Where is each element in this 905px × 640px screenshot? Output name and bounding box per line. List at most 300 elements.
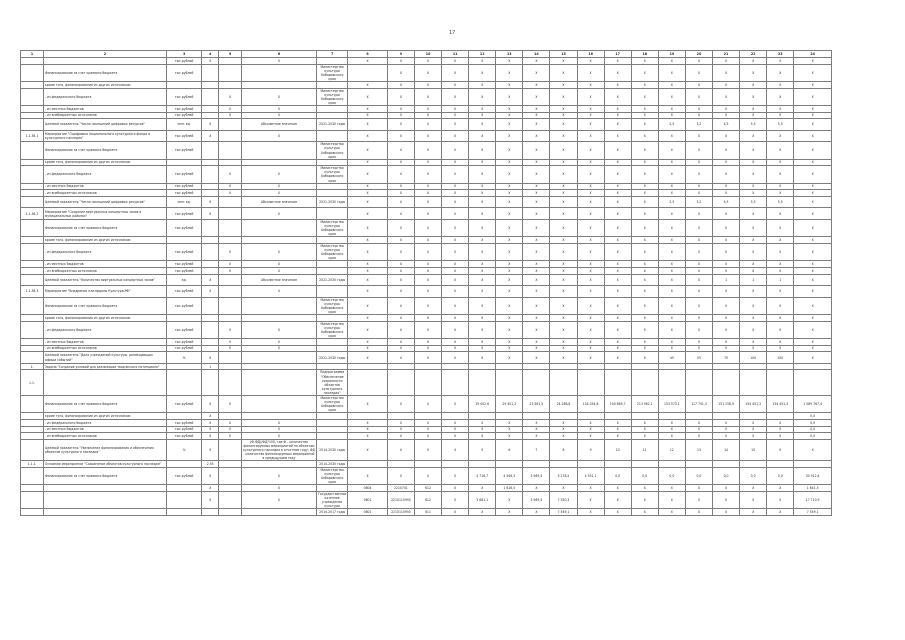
- value-cell: Х: [577, 433, 604, 440]
- row-col5-cell: Х: [219, 321, 242, 338]
- value-cell: Х: [604, 352, 631, 364]
- value-cell: [740, 461, 767, 468]
- value-cell: Х: [469, 220, 496, 237]
- value-cell: Х: [767, 315, 794, 322]
- row-col7-cell: 2021-2030 годы: [317, 274, 348, 286]
- value-cell: [713, 370, 740, 396]
- row-unit-cell: тыс.рублей: [166, 183, 201, 190]
- row-col4-cell: [202, 190, 219, 197]
- row-name-cell: Финансирование за счет краевого бюджета: [43, 467, 166, 484]
- value-cell: Х: [469, 426, 496, 433]
- value-cell: 5,5: [740, 119, 767, 131]
- value-cell: Х: [550, 220, 577, 237]
- value-cell: Х: [348, 274, 388, 286]
- row-id-cell: [21, 509, 44, 516]
- value-cell: [685, 461, 712, 468]
- row-col7-cell: 2014-2030 годы: [317, 461, 348, 468]
- value-cell: 23 561,5: [523, 396, 550, 413]
- row-name-cell: [43, 485, 166, 492]
- value-cell: Х: [469, 321, 496, 338]
- row-id-cell: [21, 297, 44, 314]
- value-cell: Х: [658, 142, 685, 159]
- value-cell: Х: [767, 244, 794, 261]
- value-cell: Х: [685, 237, 712, 244]
- value-cell: Х: [713, 267, 740, 274]
- value-cell: Х: [523, 237, 550, 244]
- value-cell: Х: [577, 142, 604, 159]
- value-cell: Х: [523, 119, 550, 131]
- row-col5-cell: [219, 64, 242, 81]
- value-cell: 5,5: [767, 119, 794, 131]
- value-cell: Х: [387, 142, 414, 159]
- value-cell: [713, 363, 740, 370]
- value-cell: Х: [685, 64, 712, 81]
- value-cell: Х: [685, 485, 712, 492]
- value-cell: Х: [550, 339, 577, 346]
- row-name-cell: - из местных бюджетов: [43, 183, 166, 190]
- value-cell: [604, 363, 631, 370]
- header-cell: 14: [523, 51, 550, 58]
- value-cell: Х: [387, 119, 414, 131]
- value-cell: 29 451,2: [496, 396, 523, 413]
- value-cell: Х: [713, 286, 740, 298]
- value-cell: 612: [414, 491, 441, 508]
- value-cell: Х: [794, 183, 832, 190]
- row-id-cell: [21, 196, 44, 208]
- row-col5-cell: Х: [219, 396, 242, 413]
- table-row: [21, 413, 832, 420]
- row-col5-cell: Х: [219, 420, 242, 427]
- row-col4-cell: [202, 183, 219, 190]
- value-cell: Х: [550, 142, 577, 159]
- value-cell: Х: [577, 426, 604, 433]
- value-cell: Х: [496, 105, 523, 112]
- row-col4-cell: Х: [202, 286, 219, 298]
- value-cell: Х: [348, 244, 388, 261]
- budget-table-sheet: [20, 50, 832, 516]
- value-cell: Х: [414, 119, 441, 131]
- value-cell: 4,5: [713, 119, 740, 131]
- value-cell: Х: [523, 297, 550, 314]
- row-col7-cell: Министерство культуры Хабаровского края: [317, 220, 348, 237]
- value-cell: [523, 461, 550, 468]
- row-unit-cell: тыс.рублей: [166, 433, 201, 440]
- value-cell: Х: [631, 196, 658, 208]
- value-cell: Х: [550, 166, 577, 183]
- value-cell: Х: [496, 159, 523, 166]
- row-col7-cell: Министерство культуры Хабаровского края: [317, 297, 348, 314]
- value-cell: Х: [387, 321, 414, 338]
- value-cell: [577, 461, 604, 468]
- row-unit-cell: тыс.рублей: [166, 190, 201, 197]
- value-cell: [767, 363, 794, 370]
- value-cell: Х: [658, 190, 685, 197]
- table-body: [21, 51, 832, 516]
- row-id-cell: [21, 439, 44, 460]
- value-cell: Х: [523, 64, 550, 81]
- value-cell: Х: [414, 267, 441, 274]
- value-cell: Х: [348, 142, 388, 159]
- row-unit-cell: %: [166, 439, 201, 460]
- value-cell: Х: [577, 105, 604, 112]
- value-cell: Х: [348, 426, 388, 433]
- value-cell: Х: [713, 81, 740, 88]
- row-col7-cell: 2021-2030 годы: [317, 352, 348, 364]
- page-number: 17: [449, 30, 456, 36]
- value-cell: [496, 413, 523, 420]
- value-cell: Х: [577, 485, 604, 492]
- value-cell: Х: [631, 352, 658, 364]
- value-cell: Х: [685, 491, 712, 508]
- value-cell: 0804: [348, 485, 388, 492]
- value-cell: Х: [414, 166, 441, 183]
- value-cell: Х: [685, 88, 712, 105]
- value-cell: Х: [577, 81, 604, 88]
- value-cell: Х: [469, 64, 496, 81]
- row-col6-cell: [241, 396, 316, 413]
- value-cell: Х: [767, 485, 794, 492]
- value-cell: Х: [348, 220, 388, 237]
- row-id-cell: [21, 321, 44, 338]
- value-cell: Х: [550, 286, 577, 298]
- value-cell: Х: [713, 509, 740, 516]
- value-cell: Х: [604, 315, 631, 322]
- value-cell: [550, 461, 577, 468]
- table-row: [21, 208, 832, 220]
- value-cell: Х: [713, 485, 740, 492]
- value-cell: Х: [577, 420, 604, 427]
- table-row: [21, 183, 832, 190]
- value-cell: Х: [442, 352, 469, 364]
- row-col7-cell: Министерство культуры Хабаровского края: [317, 64, 348, 81]
- value-cell: Х: [348, 321, 388, 338]
- value-cell: Х: [550, 130, 577, 142]
- row-unit-cell: тыс.рублей: [166, 220, 201, 237]
- value-cell: Х: [631, 261, 658, 268]
- value-cell: Х: [442, 220, 469, 237]
- row-name-cell: - из внебюджетных источников: [43, 433, 166, 440]
- value-cell: Х: [348, 433, 388, 440]
- row-col4-cell: [202, 509, 219, 516]
- value-cell: Х: [767, 159, 794, 166]
- row-col5-cell: [219, 352, 242, 364]
- value-cell: Х: [658, 274, 685, 286]
- row-col7-cell: Министерство культуры Хабаровского края: [317, 396, 348, 413]
- value-cell: [713, 461, 740, 468]
- row-col6-cell: Абсолютное значение: [241, 274, 316, 286]
- row-unit-cell: тыс.рублей: [166, 286, 201, 298]
- value-cell: Х: [523, 286, 550, 298]
- row-name-cell: - из внебюджетных источников: [43, 190, 166, 197]
- value-cell: Х: [414, 58, 441, 65]
- value-cell: Х: [442, 142, 469, 159]
- value-cell: Х: [604, 130, 631, 142]
- value-cell: Х: [631, 159, 658, 166]
- value-cell: Х: [387, 297, 414, 314]
- value-cell: Х: [414, 196, 441, 208]
- value-cell: [550, 370, 577, 396]
- row-col6-cell: Х: [241, 467, 316, 484]
- row-unit-cell: тыс.рублей: [166, 208, 201, 220]
- table-row: [21, 370, 832, 396]
- value-cell: Х: [348, 261, 388, 268]
- value-cell: Х: [348, 159, 388, 166]
- value-cell: 154 451,3: [767, 396, 794, 413]
- value-cell: Х: [496, 196, 523, 208]
- value-cell: Х: [604, 267, 631, 274]
- value-cell: Х: [496, 315, 523, 322]
- value-cell: Х: [550, 88, 577, 105]
- row-unit-cell: тыс.рублей: [166, 297, 201, 314]
- value-cell: Х: [414, 396, 441, 413]
- value-cell: Х: [631, 339, 658, 346]
- value-cell: Х: [604, 112, 631, 119]
- row-name-cell: Задача "Создание условий для реализации творческого потенциала": [43, 363, 166, 370]
- row-col4-cell: [202, 237, 219, 244]
- value-cell: Х: [550, 345, 577, 352]
- value-cell: 2,5: [658, 119, 685, 131]
- value-cell: Х: [414, 339, 441, 346]
- value-cell: Х: [713, 166, 740, 183]
- row-col5-cell: [219, 237, 242, 244]
- row-col5-cell: Х: [219, 105, 242, 112]
- value-cell: Х: [523, 485, 550, 492]
- value-cell: [442, 363, 469, 370]
- row-name-cell: Целевой показатель "Увеличение финансирования и обеспечения объектов культурного наследия": [43, 439, 166, 460]
- value-cell: Х: [658, 88, 685, 105]
- value-cell: Х: [604, 297, 631, 314]
- value-cell: Х: [414, 142, 441, 159]
- row-col5-cell: Х: [219, 261, 242, 268]
- row-col7-cell: [317, 208, 348, 220]
- value-cell: 1: [767, 274, 794, 286]
- value-cell: Х: [523, 220, 550, 237]
- value-cell: 213 962,1: [631, 396, 658, 413]
- row-col7-cell: [317, 130, 348, 142]
- row-name-cell: кроме того, финансирование из других источников:: [43, 237, 166, 244]
- value-cell: 24 286,8: [550, 396, 577, 413]
- value-cell: Х: [740, 509, 767, 516]
- value-cell: Х: [685, 261, 712, 268]
- value-cell: Х: [740, 267, 767, 274]
- value-cell: 6: [496, 439, 523, 460]
- value-cell: [685, 370, 712, 396]
- row-unit-cell: тыс.рублей: [166, 58, 201, 65]
- row-col7-cell: 2021-2030 годы: [317, 119, 348, 131]
- row-name-cell: Мероприятие "Внедрение платформы Культура.РФ": [43, 286, 166, 298]
- row-col4-cell: [202, 339, 219, 346]
- value-cell: 5,5: [767, 196, 794, 208]
- header-cell: 10: [414, 51, 441, 58]
- value-cell: Х: [631, 286, 658, 298]
- row-unit-cell: тыс.рублей: [166, 64, 201, 81]
- value-cell: Х: [496, 345, 523, 352]
- value-cell: [496, 363, 523, 370]
- row-name-cell: - из федерального бюджета: [43, 88, 166, 105]
- value-cell: Х: [604, 196, 631, 208]
- row-unit-cell: тыс.рублей: [166, 420, 201, 427]
- value-cell: Х: [767, 81, 794, 88]
- value-cell: Х: [442, 183, 469, 190]
- value-cell: Х: [523, 352, 550, 364]
- value-cell: 0,0: [604, 467, 631, 484]
- value-cell: Х: [442, 267, 469, 274]
- header-cell: 12: [469, 51, 496, 58]
- value-cell: 134 034,8: [577, 396, 604, 413]
- row-id-cell: [21, 267, 44, 274]
- value-cell: Х: [550, 105, 577, 112]
- value-cell: Х: [604, 190, 631, 197]
- row-name-cell: - из местных бюджетов: [43, 426, 166, 433]
- value-cell: Х: [740, 420, 767, 427]
- value-cell: 2210741: [387, 485, 414, 492]
- value-cell: Х: [577, 352, 604, 364]
- value-cell: Х: [740, 190, 767, 197]
- value-cell: Х: [740, 261, 767, 268]
- value-cell: [348, 64, 388, 81]
- value-cell: Х: [387, 81, 414, 88]
- value-cell: [469, 363, 496, 370]
- value-cell: Х: [387, 345, 414, 352]
- value-cell: Х: [713, 183, 740, 190]
- value-cell: Х: [469, 274, 496, 286]
- table-row: [21, 467, 832, 484]
- row-col6-cell: [241, 352, 316, 364]
- value-cell: [414, 363, 441, 370]
- value-cell: 7 549,1: [794, 509, 832, 516]
- value-cell: Х: [604, 420, 631, 427]
- value-cell: Х: [604, 142, 631, 159]
- row-name-cell: кроме того, финансирование из других источников:: [43, 81, 166, 88]
- value-cell: Х: [496, 88, 523, 105]
- value-cell: 12: [658, 439, 685, 460]
- row-col4-cell: [202, 166, 219, 183]
- table-row: [21, 352, 832, 364]
- value-cell: Х: [685, 433, 712, 440]
- value-cell: Х: [767, 426, 794, 433]
- value-cell: Х: [523, 190, 550, 197]
- header-cell: 7: [317, 51, 348, 58]
- value-cell: Х: [604, 286, 631, 298]
- value-cell: Х: [414, 81, 441, 88]
- value-cell: [348, 363, 388, 370]
- value-cell: 151 158,9: [713, 396, 740, 413]
- row-col6-cell: Абсолютное значение: [241, 119, 316, 131]
- value-cell: Х: [442, 420, 469, 427]
- row-col6-cell: Х: [241, 286, 316, 298]
- row-unit-cell: [166, 237, 201, 244]
- table-row: [21, 491, 832, 508]
- value-cell: Х: [523, 166, 550, 183]
- value-cell: Х: [469, 267, 496, 274]
- value-cell: Х: [469, 159, 496, 166]
- value-cell: Х: [604, 88, 631, 105]
- value-cell: Х: [713, 220, 740, 237]
- value-cell: 5: [469, 439, 496, 460]
- value-cell: Х: [658, 159, 685, 166]
- value-cell: Х: [685, 81, 712, 88]
- value-cell: Х: [658, 286, 685, 298]
- value-cell: Х: [685, 58, 712, 65]
- value-cell: Х: [713, 261, 740, 268]
- value-cell: 0,0: [740, 467, 767, 484]
- value-cell: Х: [604, 81, 631, 88]
- row-name-cell: Целевой показатель "Число посещений цифровых ресурсов": [43, 119, 166, 131]
- value-cell: [740, 413, 767, 420]
- value-cell: Х: [387, 58, 414, 65]
- table-row: [21, 220, 832, 237]
- value-cell: Х: [604, 237, 631, 244]
- row-col6-cell: [241, 363, 316, 370]
- row-col7-cell: Подпрограмма "Обеспечение сохранности объектов культурного наследия": [317, 370, 348, 396]
- row-col5-cell: [219, 81, 242, 88]
- row-id-cell: [21, 274, 44, 286]
- value-cell: Х: [604, 119, 631, 131]
- row-col5-cell: [219, 297, 242, 314]
- value-cell: Х: [414, 274, 441, 286]
- row-col6-cell: Х: [241, 339, 316, 346]
- value-cell: 0,0: [794, 433, 832, 440]
- value-cell: Х: [713, 321, 740, 338]
- table-row: [21, 64, 832, 81]
- value-cell: Х: [631, 81, 658, 88]
- value-cell: Х: [767, 190, 794, 197]
- row-col4-cell: [202, 105, 219, 112]
- value-cell: Х: [387, 274, 414, 286]
- value-cell: Х: [658, 339, 685, 346]
- value-cell: 17 710,9: [794, 491, 832, 508]
- value-cell: Х: [740, 485, 767, 492]
- value-cell: Х: [658, 166, 685, 183]
- value-cell: Х: [658, 183, 685, 190]
- value-cell: Х: [348, 166, 388, 183]
- value-cell: Х: [740, 166, 767, 183]
- value-cell: 4 716,7: [469, 467, 496, 484]
- value-cell: Х: [469, 485, 496, 492]
- value-cell: Х: [740, 345, 767, 352]
- value-cell: Х: [604, 159, 631, 166]
- value-cell: Х: [685, 112, 712, 119]
- value-cell: 0801: [348, 509, 388, 516]
- row-col5-cell: Х: [219, 433, 242, 440]
- value-cell: Х: [496, 183, 523, 190]
- value-cell: Х: [740, 64, 767, 81]
- value-cell: Х: [577, 491, 604, 508]
- value-cell: Х: [442, 509, 469, 516]
- value-cell: Х: [523, 339, 550, 346]
- row-unit-cell: тыс.рублей: [166, 142, 201, 159]
- value-cell: [387, 370, 414, 396]
- row-name-cell: - из местных бюджетов: [43, 105, 166, 112]
- value-cell: 5 278,5: [550, 467, 577, 484]
- value-cell: Х: [442, 321, 469, 338]
- value-cell: Х: [523, 509, 550, 516]
- value-cell: Х: [496, 244, 523, 261]
- value-cell: Х: [348, 208, 388, 220]
- value-cell: Х: [685, 130, 712, 142]
- value-cell: Х: [794, 297, 832, 314]
- value-cell: [767, 413, 794, 420]
- value-cell: Х: [387, 433, 414, 440]
- row-col7-cell: [317, 433, 348, 440]
- value-cell: Х: [469, 142, 496, 159]
- row-unit-cell: [166, 509, 201, 516]
- value-cell: Х: [469, 345, 496, 352]
- value-cell: Х: [442, 491, 469, 508]
- row-col6-cell: Х: [241, 112, 316, 119]
- value-cell: Х: [414, 88, 441, 105]
- value-cell: Х: [713, 88, 740, 105]
